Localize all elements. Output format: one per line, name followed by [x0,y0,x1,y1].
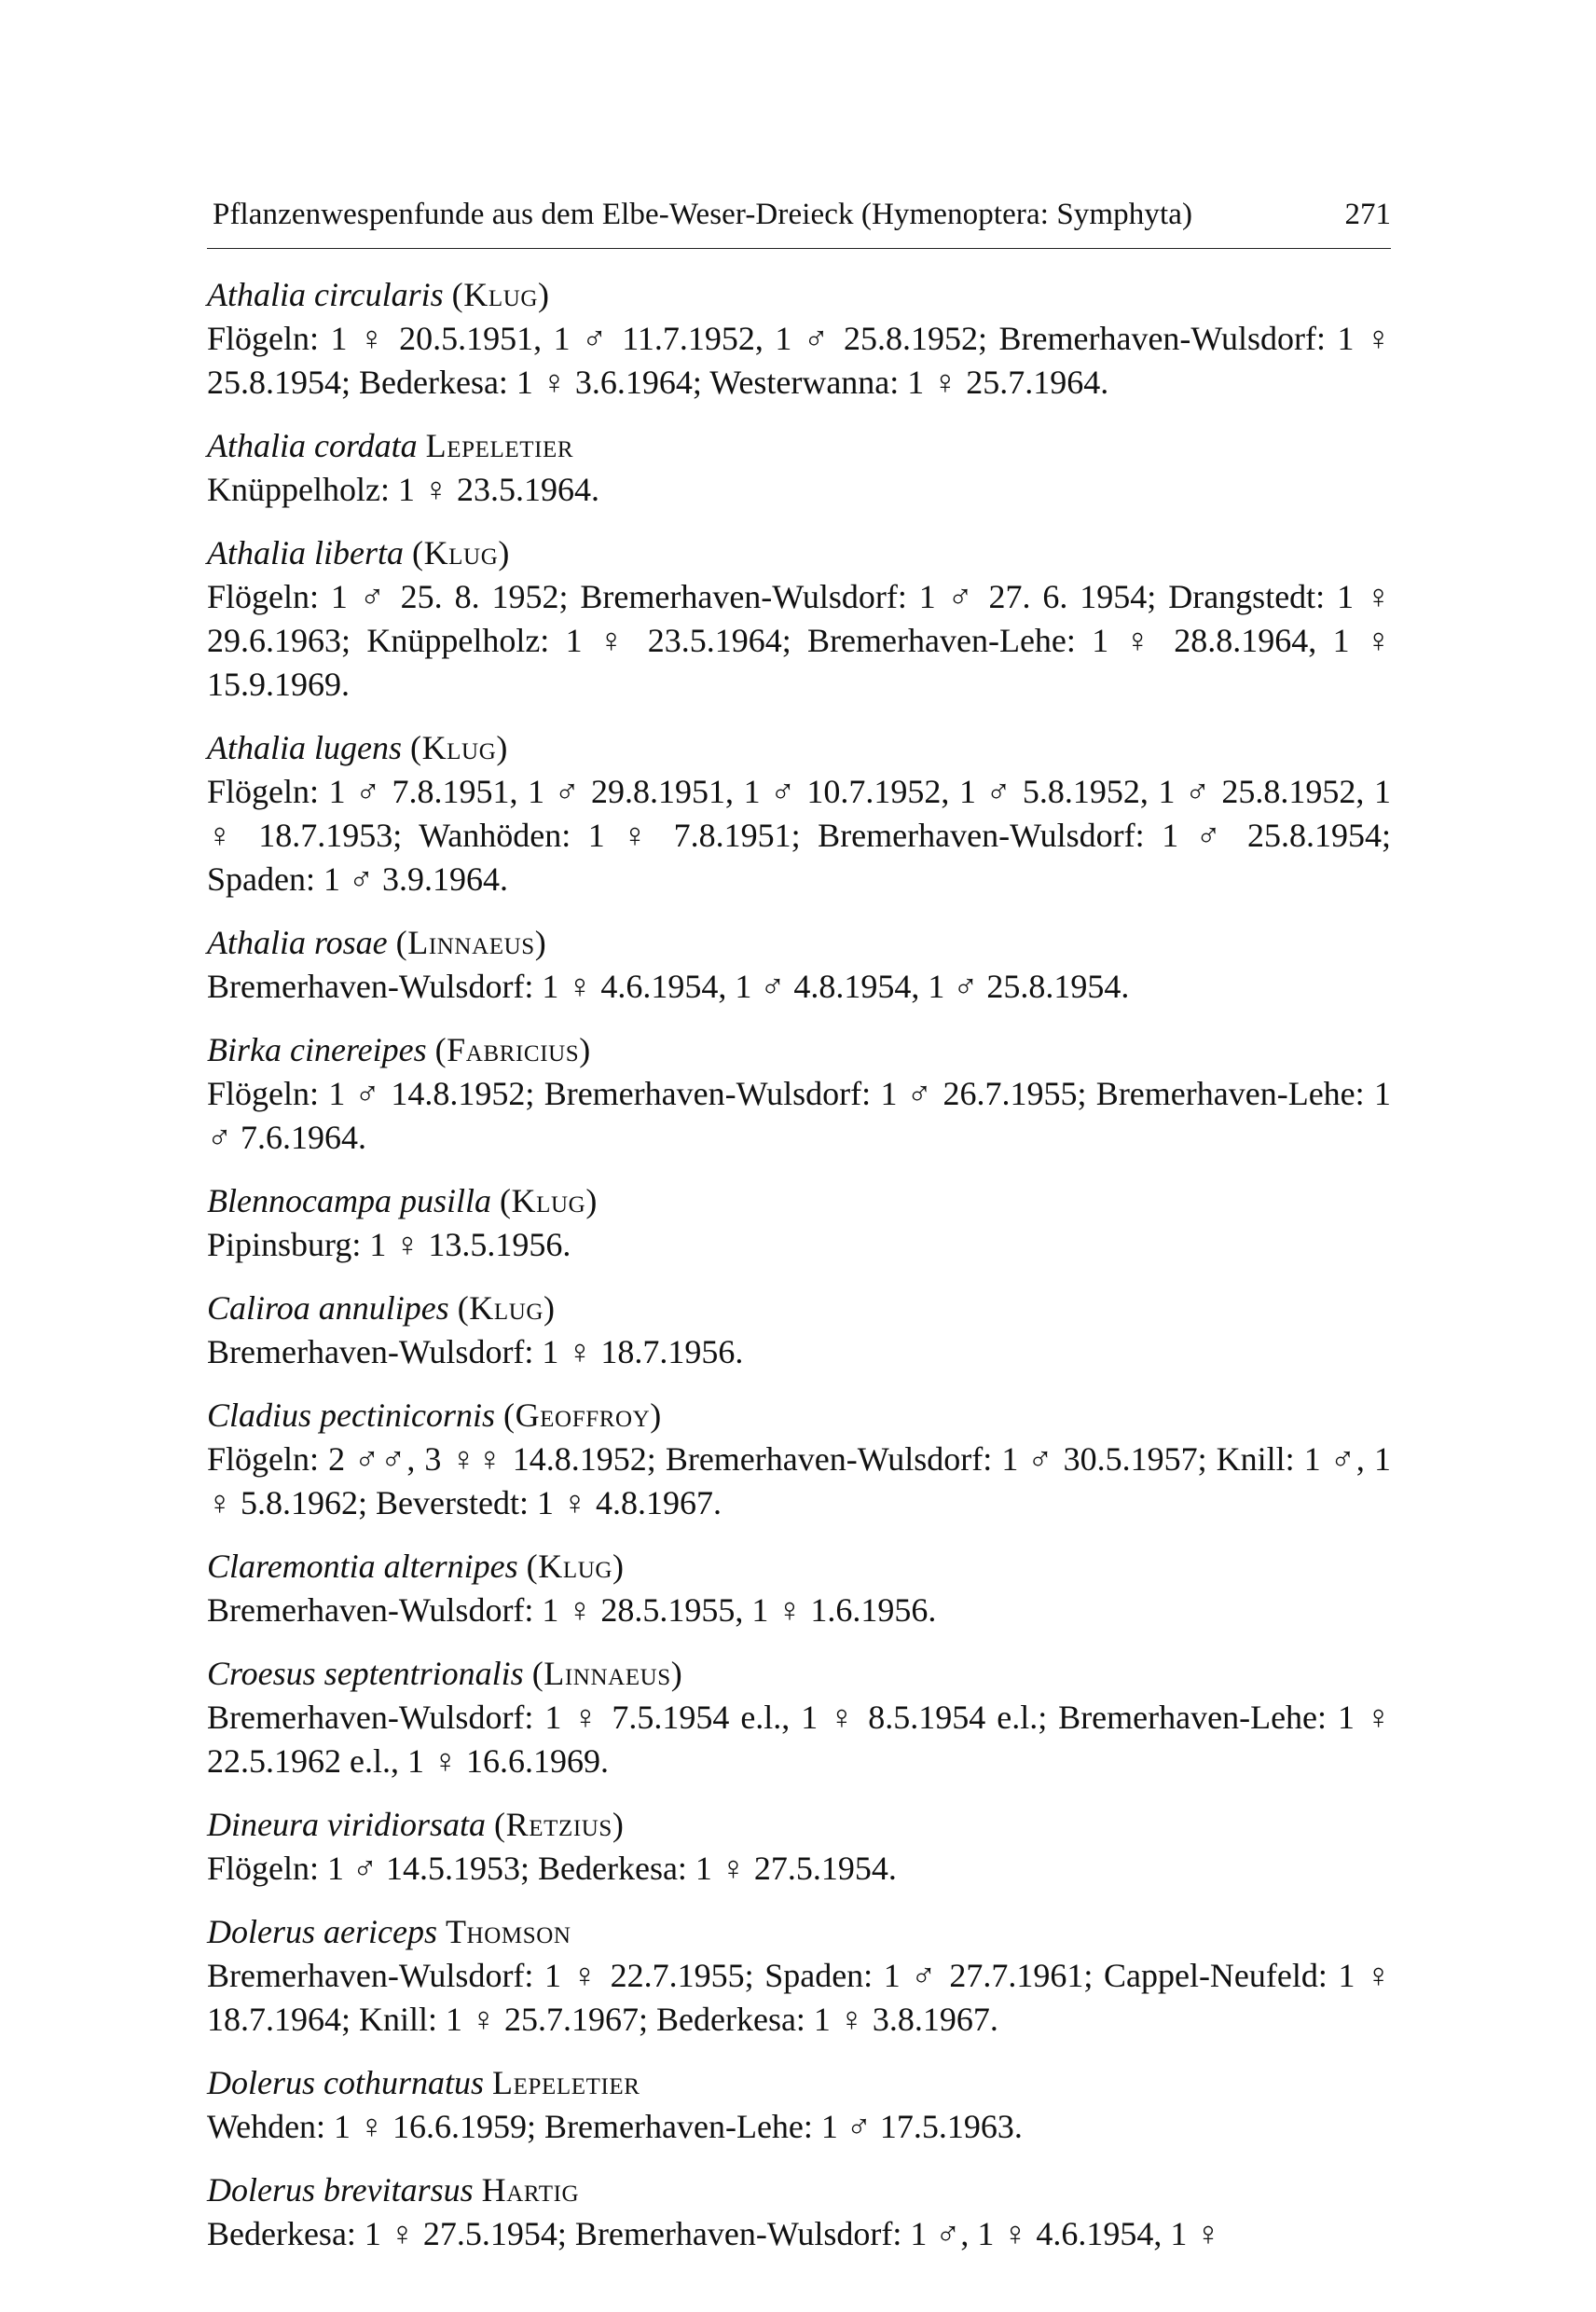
species-name: Croesus septentrionalis [207,1655,524,1692]
species-heading [207,273,1391,317]
species-entry [207,1394,1391,1525]
species-records: Bremerhaven-Wulsdorf: 1 ♀ 7.5.1954 e.l., 1 ♀ 8.5.1954 e.l.; Bremerhaven-Lehe: 1 ♀ 22.5.1962 e.l., 1 ♀ 16.6.1969. [207,1699,1391,1780]
species-heading [207,1179,1391,1223]
species-name: Athalia liberta [207,534,404,571]
species-author: Hartig [481,2171,580,2209]
species-heading [207,424,1391,468]
species-author: Thomson [445,1913,571,1950]
page [207,194,1391,2276]
species-list [207,273,1391,2256]
species-entry [207,921,1391,1009]
species-name: Athalia circularis [207,276,444,313]
species-author: (Retzius) [494,1806,625,1843]
species-name: Dolerus cothurnatus [207,2064,484,2101]
species-records: Bremerhaven-Wulsdorf: 1 ♀ 18.7.1956. [207,1333,744,1370]
species-heading [207,726,1391,770]
species-author: (Klug) [412,534,510,571]
species-entry [207,2061,1391,2149]
species-name: Blennocampa pusilla [207,1182,491,1219]
species-author: (Klug) [457,1289,556,1327]
species-author: (Klug) [451,276,550,313]
species-heading [207,2168,1391,2212]
species-entry [207,273,1391,405]
species-records: Bederkesa: 1 ♀ 27.5.1954; Bremerhaven-Wulsdorf: 1 ♂, 1 ♀ 4.6.1954, 1 ♀ [207,2215,1221,2252]
species-heading [207,1028,1391,1072]
species-author: Lepeletier [425,427,574,464]
species-author: (Fabricius) [434,1031,591,1068]
species-heading [207,1652,1391,1696]
species-entry [207,1287,1391,1374]
species-records: Pipinsburg: 1 ♀ 13.5.1956. [207,1226,571,1263]
species-entry [207,1028,1391,1160]
species-records: Flögeln: 1 ♂ 25. 8. 1952; Bremerhaven-Wulsdorf: 1 ♂ 27. 6. 1954; Drangstedt: 1 ♀ 29.6.1963; Knüppelholz: 1 ♀ 23.5.1964; Bremerhaven-Lehe: 1 ♀ 28.8.1964, 1 ♀ 15.9.1969. [207,578,1391,703]
species-name: Dineura viridiorsata [207,1806,487,1843]
species-name: Dolerus brevitarsus [207,2171,474,2209]
species-records: Wehden: 1 ♀ 16.6.1959; Bremerhaven-Lehe: 1 ♂ 17.5.1963. [207,2108,1023,2145]
species-author: Lepeletier [492,2064,640,2101]
species-heading [207,2061,1391,2105]
species-name: Claremontia alternipes [207,1548,518,1585]
species-records: Flögeln: 1 ♂ 7.8.1951, 1 ♂ 29.8.1951, 1 ♂ 10.7.1952, 1 ♂ 5.8.1952, 1 ♂ 25.8.1952, 1 ♀ 18.7.1953; Wanhöden: 1 ♀ 7.8.1951; Bremerhaven-Wulsdorf: 1 ♂ 25.8.1954; Spaden: 1 ♂ 3.9.1964. [207,773,1391,898]
species-entry [207,1803,1391,1891]
species-author: (Linnaeus) [531,1655,683,1692]
species-name: Birka cinereipes [207,1031,427,1068]
species-heading [207,1394,1391,1438]
species-entry [207,531,1391,707]
species-name: Athalia cordata [207,427,418,464]
species-heading [207,1803,1391,1847]
running-title: Pflanzenwespenfunde aus dem Elbe-Weser-Dreieck (Hymenoptera: Symphyta) [213,198,1193,231]
species-author: (Linnaeus) [395,924,547,961]
species-heading [207,1287,1391,1330]
species-entry [207,1910,1391,2042]
species-records: Knüppelholz: 1 ♀ 23.5.1964. [207,471,599,508]
species-records: Bremerhaven-Wulsdorf: 1 ♀ 22.7.1955; Spaden: 1 ♂ 27.7.1961; Cappel-Neufeld: 1 ♀ 18.7.1964; Knill: 1 ♀ 25.7.1967; Bederkesa: 1 ♀ 3.8.1967. [207,1957,1391,2038]
species-name: Cladius pectinicornis [207,1397,495,1434]
species-entry [207,726,1391,901]
species-name: Athalia rosae [207,924,388,961]
species-entry [207,424,1391,512]
species-entry [207,2168,1391,2256]
species-name: Dolerus aericeps [207,1913,437,1950]
species-entry [207,1652,1391,1783]
species-records: Flögeln: 1 ♂ 14.8.1952; Bremerhaven-Wulsdorf: 1 ♂ 26.7.1955; Bremerhaven-Lehe: 1 ♂ 7.6.1964. [207,1075,1391,1156]
species-records: Flögeln: 1 ♂ 14.5.1953; Bederkesa: 1 ♀ 27.5.1954. [207,1850,897,1887]
species-records: Flögeln: 1 ♀ 20.5.1951, 1 ♂ 11.7.1952, 1 ♂ 25.8.1952; Bremerhaven-Wulsdorf: 1 ♀ 25.8.1954; Bederkesa: 1 ♀ 3.6.1964; Westerwanna: 1 ♀ 25.7.1964. [207,320,1391,401]
species-name: Athalia lugens [207,729,402,766]
species-author: (Klug) [499,1182,598,1219]
species-heading [207,1545,1391,1589]
species-entry [207,1545,1391,1632]
species-records: Bremerhaven-Wulsdorf: 1 ♀ 4.6.1954, 1 ♂ 4.8.1954, 1 ♂ 25.8.1954. [207,968,1130,1005]
species-author: (Klug) [526,1548,625,1585]
species-author: (Geoffroy) [503,1397,662,1434]
species-name: Caliroa annulipes [207,1289,449,1327]
species-records: Bremerhaven-Wulsdorf: 1 ♀ 28.5.1955, 1 ♀ 1.6.1956. [207,1591,937,1629]
species-records: Flögeln: 2 ♂♂, 3 ♀♀ 14.8.1952; Bremerhaven-Wulsdorf: 1 ♂ 30.5.1957; Knill: 1 ♂, 1 ♀ 5.8.1962; Beverstedt: 1 ♀ 4.8.1967. [207,1440,1391,1521]
species-heading [207,531,1391,575]
species-author: (Klug) [410,729,508,766]
species-heading [207,921,1391,965]
species-entry [207,1179,1391,1267]
species-heading [207,1910,1391,1954]
running-header [207,194,1391,249]
page-number: 271 [1344,198,1391,231]
